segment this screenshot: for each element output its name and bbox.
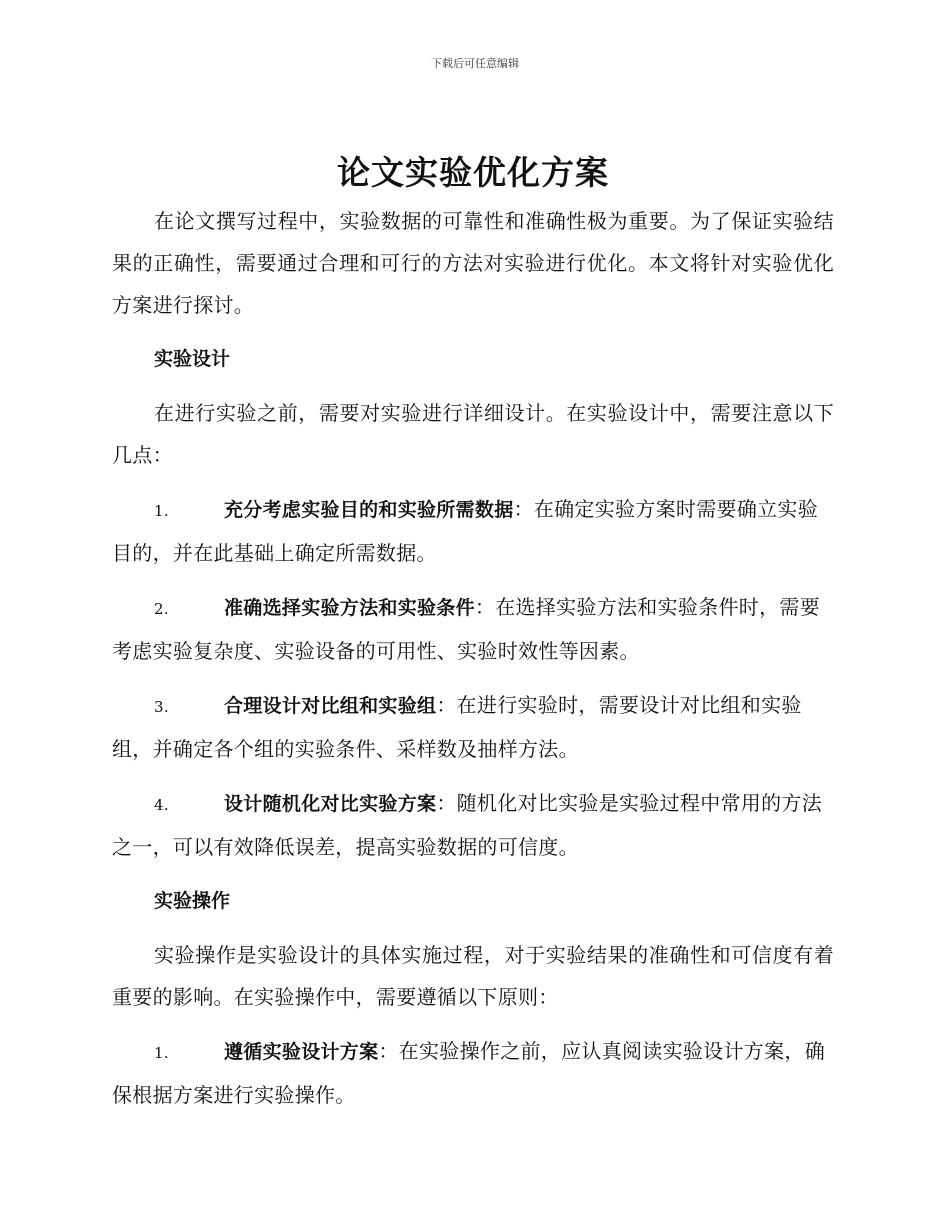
section-heading-operation: 实验操作	[154, 890, 231, 912]
list-item-bold: 设计随机化对比实验方案	[224, 793, 437, 815]
list-item-bold: 充分考虑实验目的和实验所需数据	[224, 499, 514, 521]
list-item	[112, 1030, 834, 1116]
list-item-text: ：在进行实验时，需要设计对比组和实验组，并确定各个组的实验条件、采样数及抽样方法。	[112, 693, 802, 761]
list-number: 3.	[154, 698, 169, 716]
section-intro-design: 在进行实验之前，需要对实验进行详细设计。在实验设计中，需要注意以下几点：	[112, 401, 834, 467]
header-note: 下载后可任意编辑	[431, 57, 519, 70]
list-item	[112, 684, 834, 770]
list-item-text: ：在选择实验方法和实验条件时，需要考虑实验复杂度、实验设备的可用性、实验时效性等因素。	[112, 595, 821, 663]
list-number: 2.	[154, 600, 169, 618]
page-title: 论文实验优化方案	[337, 153, 609, 192]
list-number: 4.	[154, 796, 169, 814]
document-body	[112, 146, 834, 1116]
list-number: 1.	[154, 502, 169, 520]
list-number: 1.	[154, 1044, 169, 1062]
list-item	[112, 488, 834, 574]
list-item-text: ：在确定实验方案时需要确立实验目的，并在此基础上确定所需数据。	[112, 497, 819, 565]
list-item	[112, 586, 834, 672]
list-item-text: ：在实验操作之前，应认真阅读实验设计方案，确保根据方案进行实验操作。	[112, 1039, 826, 1107]
list-item-bold: 合理设计对比组和实验组	[224, 695, 437, 717]
intro-paragraph: 在论文撰写过程中，实验数据的可靠性和准确性极为重要。为了保证实验结果的正确性，需要通过合理和可行的方法对实验进行优化。本文将针对实验优化方案进行探讨。	[112, 209, 834, 317]
list-item-bold: 准确选择实验方法和实验条件	[224, 597, 475, 619]
list-item-bold: 遵循实验设计方案	[224, 1041, 379, 1063]
section-heading-design: 实验设计	[154, 348, 231, 370]
list-item	[112, 782, 834, 868]
section-intro-operation: 实验操作是实验设计的具体实施过程，对于实验结果的准确性和可信度有着重要的影响。在实验操作中，需要遵循以下原则：	[112, 943, 834, 1009]
list-item-text: ：随机化对比实验是实验过程中常用的方法之一，可以有效降低误差，提高实验数据的可信度。	[112, 791, 823, 859]
